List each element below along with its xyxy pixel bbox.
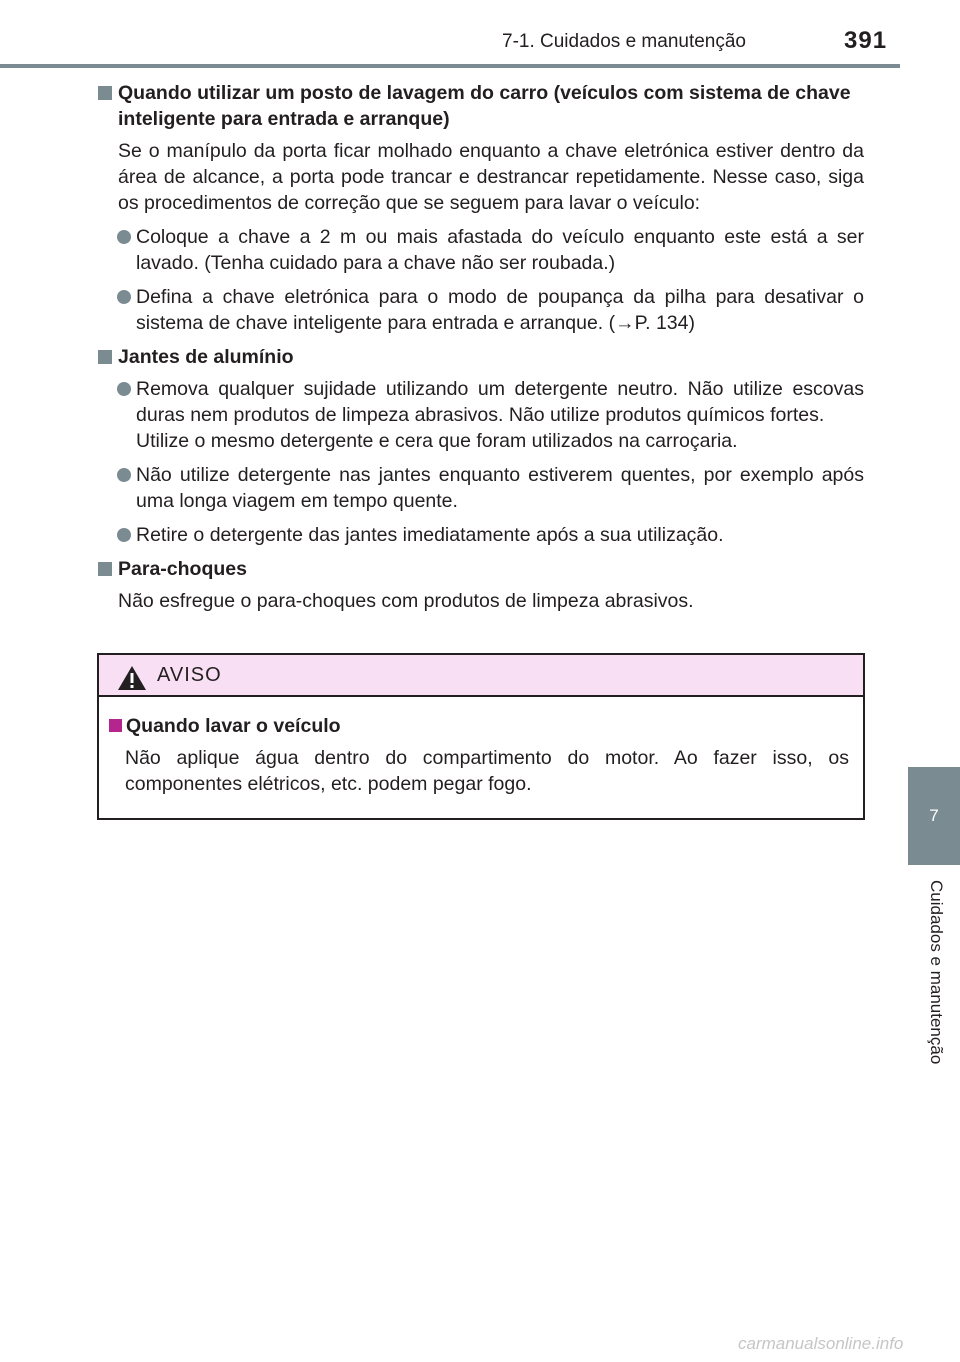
section-heading (98, 344, 864, 370)
square-bullet-icon (109, 719, 122, 732)
circle-bullet-icon (117, 382, 131, 396)
list-item-text: Coloque a chave a 2 m ou mais afastada do veículo enquanto este está a ser lavado. (Tenha cuidado para a chave não ser roubada.) (136, 226, 864, 274)
circle-bullet-icon (117, 468, 131, 482)
list-item (98, 522, 864, 548)
list-item-text: Não utilize detergente nas jantes enquanto estiverem quentes, por exemplo após uma longa viagem em tempo quente. (136, 464, 864, 512)
list-item (98, 224, 864, 276)
page-number: 391 (844, 27, 888, 54)
header-section-title: 7-1. Cuidados e manutenção (502, 31, 746, 52)
header-rule (0, 64, 900, 68)
square-bullet-icon (98, 86, 112, 100)
paragraph: Não esfregue o para-choques com produtos de limpeza abrasivos. (118, 590, 694, 612)
warning-heading (109, 713, 849, 739)
section-heading (98, 80, 864, 132)
section-heading-text: Jantes de alumínio (118, 346, 294, 368)
circle-bullet-icon (117, 528, 131, 542)
list-item-text: Utilize o mesmo detergente e cera que foram utilizados na carroçaria. (136, 430, 738, 452)
list-item-text: Retire o detergente das jantes imediatamente após a sua utilização. (136, 524, 724, 546)
section-heading-text: Para-choques (118, 558, 247, 580)
warning-body (109, 713, 849, 797)
warning-header (99, 655, 863, 697)
chapter-tab[interactable] (908, 767, 960, 865)
list-item (98, 284, 864, 336)
page-content (98, 80, 864, 622)
section-heading (98, 556, 864, 582)
square-bullet-icon (98, 562, 112, 576)
watermark: carmanualsonline.info (738, 1334, 904, 1353)
warning-text: Não aplique água dentro do compartimento do motor. Ao fazer isso, os componentes elétricos, etc. podem pegar fogo. (125, 747, 849, 795)
section-heading-text: Quando utilizar um posto de lavagem do carro (veículos com sistema de chave inteligente para entrada e arranque) (118, 82, 851, 130)
chapter-title-vertical: Cuidados e manutenção (927, 880, 946, 1065)
circle-bullet-icon (117, 230, 131, 244)
warning-triangle-icon (117, 665, 147, 691)
circle-bullet-icon (117, 290, 131, 304)
list-item (98, 462, 864, 514)
paragraph: Se o manípulo da porta ficar molhado enquanto a chave eletrónica estiver dentro da área de alcance, a porta pode trancar e destrancar repetidamente. Nesse caso, siga os procedimentos de correção que se seguem para lavar o veículo: (118, 140, 864, 214)
warning-title: AVISO (157, 664, 222, 686)
list-item (98, 376, 864, 454)
list-item-text: Remova qualquer sujidade utilizando um detergente neutro. Não utilize escovas duras nem produtos de limpeza abrasivos. Não utilize produtos químicos fortes. (136, 378, 864, 426)
warning-box (97, 653, 865, 820)
warning-heading-text: Quando lavar o veículo (126, 715, 341, 737)
square-bullet-icon (98, 350, 112, 364)
chapter-number: 7 (929, 806, 939, 825)
list-item-text: Defina a chave eletrónica para o modo de poupança da pilha para desativar o sistema de chave inteligente para entrada e arranque. (→P. 134) (136, 286, 864, 334)
